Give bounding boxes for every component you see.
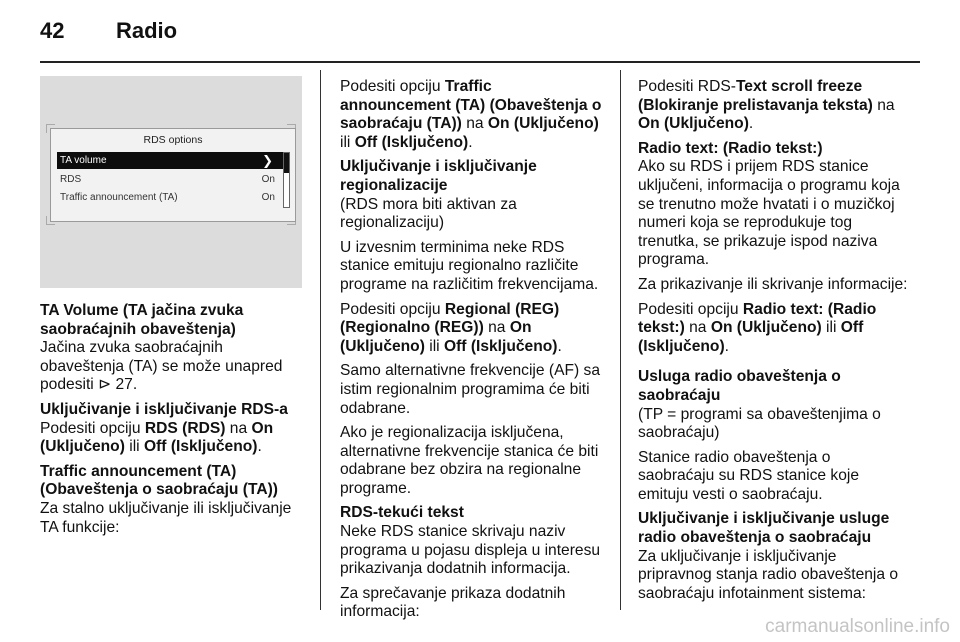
section-heading: Traffic announcement (TA) (Obaveštenja o saobraćaju (TA)) xyxy=(40,462,279,499)
option-name: Text scroll freeze (Blokiranje prelistavanja teksta) xyxy=(638,78,873,114)
text: ili xyxy=(124,438,144,456)
paragraph: Za uključivanje i isključivanje pripravnog stanja radio obaveštenja o saobraćaju infotainment sistema: xyxy=(638,547,899,602)
paragraph xyxy=(638,301,908,357)
section-heading: Usluga radio obaveštenja o saobraćaju xyxy=(638,368,841,404)
option-value: Off (Isključeno) xyxy=(143,438,258,456)
option-value: Off (Isključeno) xyxy=(443,337,558,355)
text: . xyxy=(257,438,262,456)
paragraph xyxy=(340,301,606,357)
option-value: Off (Isključeno) xyxy=(354,133,469,151)
rds-options-panel xyxy=(50,128,296,222)
text: na xyxy=(872,96,895,114)
text: Podesiti opciju xyxy=(340,78,445,95)
text: . xyxy=(724,337,729,355)
paragraph: Ako su RDS i prijem RDS stanice uključeni, informacija o programu koja se trenutno može hvatati i o muzičkoj numeri koja se reprodukuje tog trenutka, se prikazuje ispod naziva programa. xyxy=(638,158,900,269)
paragraph xyxy=(638,78,908,134)
header-rule xyxy=(40,61,920,63)
text: ili xyxy=(821,319,841,337)
section-heading: Uključivanje i isključivanje RDS-a xyxy=(40,400,288,418)
option-name: RDS (RDS) xyxy=(144,419,226,437)
text: Jačina zvuka saobraćajnih obaveštenja (TA) se može unapred podesiti xyxy=(40,339,283,394)
section-heading: RDS-tekući tekst xyxy=(340,504,464,522)
paragraph: (TP = programi sa obaveštenjima o saobraćaju) xyxy=(638,405,881,442)
text: Podesiti opciju xyxy=(638,300,743,318)
rds-options-screenshot xyxy=(40,76,302,288)
text: na xyxy=(483,319,510,337)
option-value: On (Uključeno) xyxy=(710,319,822,337)
column-3 xyxy=(638,78,908,609)
option-name: Regional (REG) (Regionalno (REG)) xyxy=(340,300,560,337)
paragraph: Samo alternativne frekvencije (AF) sa istim regionalnim programima će biti odabrane. xyxy=(340,362,600,417)
section-heading: TA Volume (TA jačina zvuka saobraćajnih obaveštenja) xyxy=(40,302,244,338)
text: na xyxy=(225,419,252,437)
section-heading: Radio text: (Radio tekst:) xyxy=(638,139,823,157)
rds-row-ta xyxy=(57,189,283,206)
option-value: On (Uključeno) xyxy=(487,115,599,133)
option-value: On (Uključeno) xyxy=(340,319,532,355)
section-heading: Uključivanje i isključivanje usluge radio obaveštenja o saobraćaju xyxy=(638,510,890,547)
option-value: Off (Isključeno) xyxy=(638,319,864,355)
column-divider xyxy=(620,70,621,610)
column-1 xyxy=(40,302,302,543)
page-number: 42 xyxy=(40,18,65,43)
screen-scroll-thumb xyxy=(284,153,289,173)
option-name: Traffic announcement (TA) (Obaveštenja o saobraćaju (TA)) xyxy=(340,78,602,133)
page-ref: 27. xyxy=(111,376,138,394)
screen-scrollbar xyxy=(283,152,290,208)
paragraph: Stanice radio obaveštenja o saobraćaju su RDS stanice koje emituju vesti o saobraćaju. xyxy=(638,448,860,503)
paragraph: Za stalno uključivanje ili isključivanje TA funkcije: xyxy=(40,499,292,536)
option-value: On (Uključeno) xyxy=(40,419,274,456)
page-header xyxy=(0,0,960,62)
column-divider xyxy=(320,70,321,610)
text: Podesiti opciju xyxy=(40,419,145,437)
rds-row-value: On xyxy=(261,174,275,185)
rds-row-ta-volume xyxy=(57,152,283,169)
text: . xyxy=(557,337,562,355)
text: ili xyxy=(424,337,444,355)
rds-row-label: Traffic announcement (TA) xyxy=(60,192,178,203)
section-heading: Uključivanje i isključivanje regionalizacije xyxy=(340,158,537,194)
rds-row-label: RDS xyxy=(60,174,82,185)
option-value: On (Uključeno) xyxy=(638,115,749,133)
text: ili xyxy=(340,133,355,151)
paragraph: Za sprečavanje prikaza dodatnih informacija: xyxy=(340,584,566,621)
rds-options-title: RDS options xyxy=(143,134,203,146)
page-title: Radio xyxy=(116,18,178,43)
paragraph: Za prikazivanje ili skrivanje informacije: xyxy=(638,275,908,293)
paragraph xyxy=(340,78,606,152)
chevron-right-icon: ❯ xyxy=(262,153,273,168)
text: na xyxy=(461,115,488,133)
watermark: carmanualsonline.info xyxy=(765,616,950,637)
paragraph: Neke RDS stanice skrivaju naziv programa u pojasu displeja u interesu prikazivanja dodatnih informacija. xyxy=(340,523,601,578)
paragraph: Ako je regionalizacija isključena, alternativne frekvencije stanica će biti odabrane bez obzira na regionalne programe. xyxy=(340,424,599,497)
page-ref-arrow-icon: ⊳ xyxy=(98,376,112,394)
rds-row-rds xyxy=(57,171,283,188)
rds-row-value: On xyxy=(261,192,275,203)
text: Podesiti RDS- xyxy=(638,78,736,95)
text: na xyxy=(684,319,711,337)
text: Podesiti opciju xyxy=(340,300,445,318)
rds-row-label: TA volume xyxy=(60,155,107,166)
text: . xyxy=(468,133,473,151)
option-name: Radio text: (Radio tekst:) xyxy=(638,300,877,337)
paragraph: (RDS mora biti aktivan za regionalizaciju) xyxy=(340,195,517,232)
text: . xyxy=(748,115,754,133)
column-2 xyxy=(340,78,606,628)
paragraph xyxy=(40,339,302,395)
paragraph xyxy=(40,420,302,457)
paragraph: U izvesnim terminima neke RDS stanice emituju regionalno različite programe na različitim frekvencijama. xyxy=(340,238,599,293)
